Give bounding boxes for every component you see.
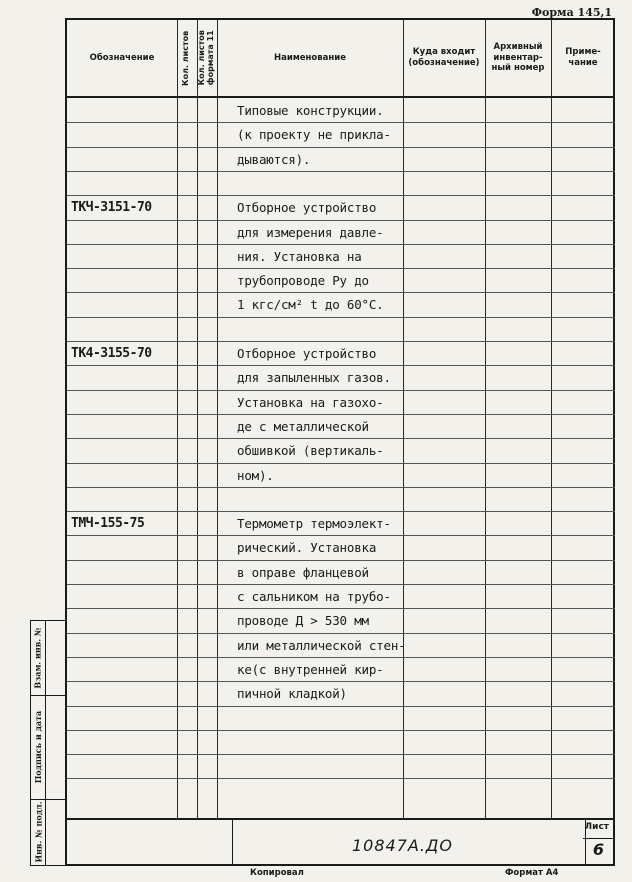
row-name-text: рический. Установка	[237, 540, 377, 556]
column-divider	[551, 20, 552, 818]
footer-copied: Копировал	[250, 868, 304, 878]
column-divider	[217, 20, 218, 818]
row-divider	[67, 414, 615, 415]
row-divider	[67, 244, 615, 245]
row-divider	[67, 463, 615, 464]
row-divider	[67, 560, 615, 561]
header-designation: Обозначение	[89, 52, 155, 63]
row-divider	[67, 365, 615, 366]
signature-date-label: Подпись и дата	[33, 710, 44, 784]
row-divider	[67, 171, 615, 172]
row-divider	[67, 487, 615, 488]
row-name-text: с сальником на трубо-	[237, 589, 391, 604]
row-name-text: обшивкой (вертикаль-	[237, 443, 384, 459]
side-stamp-divider	[45, 621, 46, 865]
row-divider	[67, 778, 615, 779]
sheet-number: 6	[592, 840, 604, 859]
row-name-text: ния. Установка на	[237, 248, 362, 264]
row-divider	[67, 268, 615, 269]
row-name-text: для измерения давле-	[237, 224, 384, 240]
replaces-inv-label: Взам. инв. №	[33, 627, 43, 689]
row-name-text: де с металлической	[237, 418, 369, 434]
row-name-text: в оправе фланцевой	[237, 564, 369, 580]
row-designation: ТКЧ-3151-70	[71, 200, 152, 216]
row-divider	[67, 584, 615, 585]
row-name-text: дываются).	[237, 151, 311, 167]
row-divider	[67, 608, 615, 609]
row-divider	[67, 681, 615, 682]
row-divider	[67, 147, 615, 148]
row-designation: ТМЧ-155-75	[71, 516, 145, 532]
row-divider	[67, 754, 615, 755]
column-divider	[197, 20, 198, 818]
row-name-text: 1 кгс/см² t до 60°С.	[237, 297, 384, 313]
form-number: Форма 145,1	[531, 6, 612, 19]
row-name-text: трубопроводе Ру до	[237, 273, 369, 289]
row-divider	[67, 195, 615, 196]
title-block-border	[67, 818, 613, 820]
row-name-text: или металлической стен-	[237, 637, 406, 653]
header-qty-sheets: Кол. листов	[181, 30, 191, 86]
title-block-divider	[232, 818, 233, 864]
row-divider	[67, 730, 615, 731]
row-designation: ТК4-3155-70	[71, 346, 152, 361]
specification-sheet	[65, 18, 615, 866]
row-name-text: Установка на газохо-	[237, 394, 384, 410]
row-divider	[67, 317, 615, 318]
row-name-text: Отборное устройство	[237, 346, 377, 361]
row-divider	[67, 341, 615, 342]
row-name-text: пичной кладкой)	[237, 686, 347, 702]
header-archive-no: Архивный инвентар- ный номер	[491, 42, 545, 74]
row-name-text: Типовые конструкции.	[237, 103, 384, 118]
row-name-text: для запыленных газов.	[237, 370, 391, 386]
row-divider	[67, 220, 615, 221]
header-where-used: Куда входит (обозначение)	[408, 47, 480, 68]
row-divider	[67, 706, 615, 707]
row-divider	[67, 390, 615, 391]
row-divider	[67, 657, 615, 658]
row-name-text: (к проекту не прикла-	[237, 127, 391, 143]
column-divider	[485, 20, 486, 818]
row-divider	[67, 511, 615, 512]
footer-format: Формат А4	[505, 868, 559, 878]
document-code: 10847А.ДО	[352, 836, 454, 855]
row-name-text: Термометр термоэлект-	[237, 516, 391, 532]
sheet-divider	[583, 838, 613, 839]
row-divider	[67, 122, 615, 123]
header-name: Наименование	[274, 52, 346, 63]
row-name-text: ном).	[237, 467, 274, 483]
row-divider	[67, 292, 615, 293]
header-note: Приме- чание	[565, 47, 601, 68]
row-name-text: ке(с внутренней кир-	[237, 661, 384, 677]
row-name-text: Отборное устройство	[237, 200, 377, 216]
row-divider	[67, 438, 615, 439]
side-stamp	[30, 620, 65, 866]
row-name-text: проводе Д > 530 мм	[237, 613, 369, 629]
sheet-label: Лист	[584, 822, 609, 832]
header-qty-sheets-format11: Кол. листов формата 11	[197, 30, 215, 86]
column-divider	[177, 20, 178, 818]
inv-no-orig-label: Инв. № подл.	[33, 801, 44, 863]
column-divider	[403, 20, 404, 818]
row-divider	[67, 633, 615, 634]
header-separator	[67, 96, 613, 98]
row-divider	[67, 535, 615, 536]
